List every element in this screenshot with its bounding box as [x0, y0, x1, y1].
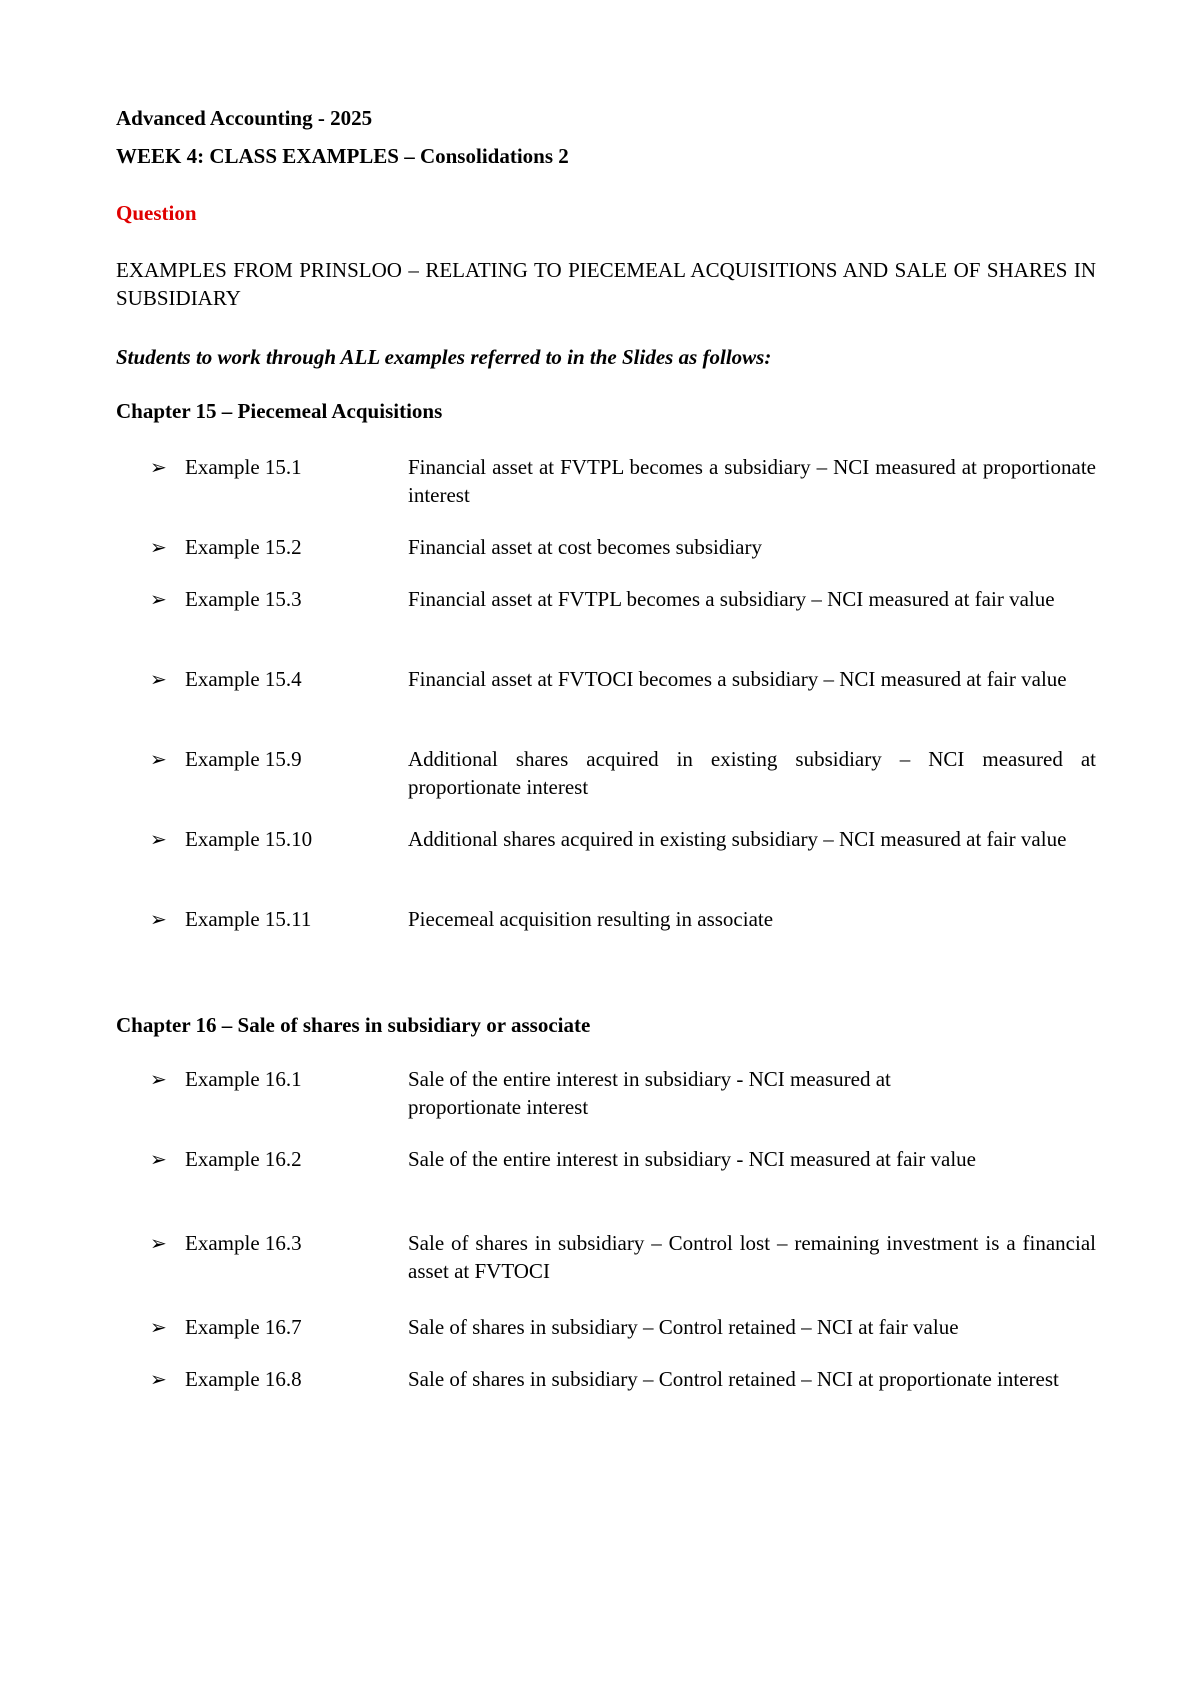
arrowhead-bullet-icon: ➢ [150, 1067, 167, 1091]
arrowhead-bullet-icon: ➢ [150, 1231, 167, 1255]
example-label: Example 15.10 [185, 827, 313, 851]
arrowhead-bullet-icon: ➢ [150, 455, 167, 479]
example-label: Example 15.3 [185, 587, 302, 611]
arrowhead-bullet-icon: ➢ [150, 1147, 167, 1171]
example-description: Financial asset at FVTPL becomes a subsidiary – NCI measured at fair value [408, 587, 1055, 611]
example-description: Sale of shares in subsidiary – Control retained – NCI at fair value [408, 1315, 959, 1339]
arrowhead-bullet-icon: ➢ [150, 1315, 167, 1339]
example-description: Additional shares acquired in existing subsidiary – NCI measured at proportionate interest [408, 747, 1096, 799]
week-title: WEEK 4: CLASS EXAMPLES – Consolidations 2 [116, 144, 569, 168]
list-item [150, 585, 1096, 645]
list-item [150, 1365, 1096, 1425]
list-item [150, 1313, 1096, 1373]
list-item [150, 453, 1096, 513]
course-title: Advanced Accounting - 2025 [116, 106, 373, 130]
list-item [150, 1145, 1096, 1205]
example-description: Sale of shares in subsidiary – Control lost – remaining investment is a financial asset at FVTOCI [408, 1231, 1096, 1283]
example-description: Piecemeal acquisition resulting in associate [408, 907, 774, 931]
example-description: Financial asset at cost becomes subsidiary [408, 535, 762, 559]
example-label: Example 16.3 [185, 1231, 302, 1255]
example-label: Example 16.2 [185, 1147, 302, 1171]
arrowhead-bullet-icon: ➢ [150, 667, 167, 691]
list-item [150, 1065, 1096, 1125]
example-label: Example 15.2 [185, 535, 302, 559]
example-description: Sale of the entire interest in subsidiary - NCI measured at fair value [408, 1147, 976, 1171]
example-label: Example 15.9 [185, 747, 302, 771]
intro-text: EXAMPLES FROM PRINSLOO – RELATING TO PIECEMEAL ACQUISITIONS AND SALE OF SHARES IN SUBSIDIARY [116, 258, 1096, 310]
example-description: Financial asset at FVTOCI becomes a subsidiary – NCI measured at fair value [408, 667, 1067, 691]
arrowhead-bullet-icon: ➢ [150, 535, 167, 559]
example-label: Example 15.11 [185, 907, 312, 931]
arrowhead-bullet-icon: ➢ [150, 827, 167, 851]
example-label: Example 16.8 [185, 1367, 302, 1391]
example-label: Example 15.4 [185, 667, 302, 691]
list-item [150, 905, 1096, 965]
example-description: Sale of the entire interest in subsidiary - NCI measured at proportionate interest [408, 1067, 891, 1119]
arrowhead-bullet-icon: ➢ [150, 747, 167, 771]
example-description: Financial asset at FVTPL becomes a subsidiary – NCI measured at proportionate interest [408, 455, 1096, 507]
list-item [150, 533, 1096, 593]
example-label: Example 16.7 [185, 1315, 302, 1339]
arrowhead-bullet-icon: ➢ [150, 587, 167, 611]
list-item [150, 1229, 1096, 1289]
list-item [150, 825, 1096, 885]
example-label: Example 15.1 [185, 455, 302, 479]
list-item [150, 665, 1096, 725]
arrowhead-bullet-icon: ➢ [150, 907, 167, 931]
example-description: Additional shares acquired in existing subsidiary – NCI measured at fair value [408, 827, 1067, 851]
example-description: Sale of shares in subsidiary – Control retained – NCI at proportionate interest [408, 1367, 1059, 1391]
chapter-15-heading: Chapter 15 – Piecemeal Acquisitions [116, 399, 443, 423]
arrowhead-bullet-icon: ➢ [150, 1367, 167, 1391]
list-item [150, 745, 1096, 805]
instruction-text: Students to work through ALL examples referred to in the Slides as follows: [116, 345, 772, 369]
chapter-16-heading: Chapter 16 – Sale of shares in subsidiary or associate [116, 1013, 591, 1037]
question-heading: Question [116, 201, 197, 225]
example-label: Example 16.1 [185, 1067, 302, 1091]
